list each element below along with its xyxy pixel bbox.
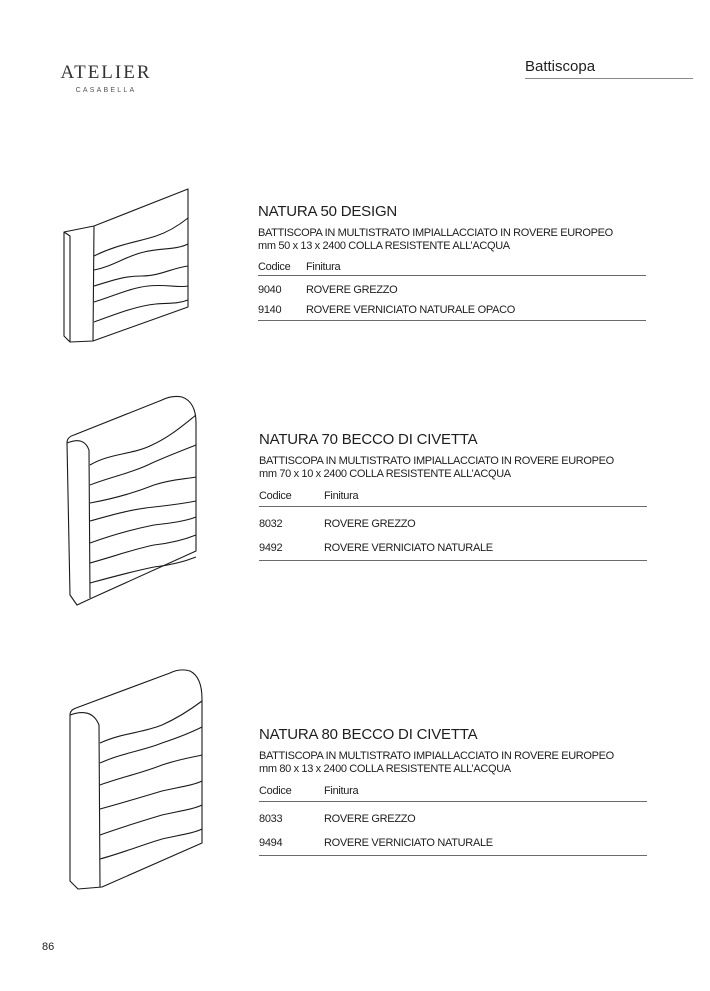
- product-description-line2: mm 70 x 10 x 2400 COLLA RESISTENTE ALL’ACQUA: [259, 468, 511, 480]
- table-row: [258, 300, 646, 321]
- product-illustration-1: [60, 186, 192, 346]
- column-header-code: Codice: [259, 785, 292, 797]
- table-row: [259, 807, 647, 831]
- product-name: NATURA 70 BECCO DI CIVETTA: [259, 431, 478, 448]
- row-code: 9494: [259, 837, 283, 849]
- product-description-line1: BATTISCOPA IN MULTISTRATO IMPIALLACCIATO IN ROVERE EUROPEO: [258, 227, 613, 239]
- product-description: [259, 455, 647, 481]
- product-illustration-3: [66, 667, 206, 895]
- table-row: [259, 831, 647, 856]
- column-header-code: Codice: [258, 260, 291, 273]
- product-natura-70: [259, 431, 647, 561]
- page-number: 86: [42, 941, 55, 953]
- product-description-line2: mm 50 x 13 x 2400 COLLA RESISTENTE ALL’ACQUA: [258, 240, 510, 252]
- logo-wordmark: ATELIER: [60, 62, 152, 83]
- finish-table: [258, 258, 646, 321]
- column-header-finish: Finitura: [324, 785, 359, 797]
- logo-subtitle: CASABELLA: [75, 87, 137, 94]
- table-header-row: [259, 781, 647, 802]
- product-description: [258, 227, 646, 253]
- finish-table: [259, 486, 647, 561]
- row-code: 9140: [258, 304, 282, 316]
- row-code: 8033: [259, 813, 283, 825]
- column-header-finish: Finitura: [306, 260, 341, 273]
- product-natura-80: [259, 726, 647, 856]
- product-description-line1: BATTISCOPA IN MULTISTRATO IMPIALLACCIATO IN ROVERE EUROPEO: [259, 455, 614, 467]
- product-name: NATURA 50 DESIGN: [258, 203, 398, 220]
- table-header-row: [259, 486, 647, 507]
- product-description-line2: mm 80 x 13 x 2400 COLLA RESISTENTE ALL’ACQUA: [259, 763, 511, 775]
- row-finish: ROVERE VERNICIATO NATURALE: [324, 837, 493, 849]
- product-natura-50: [258, 203, 646, 321]
- product-name: NATURA 80 BECCO DI CIVETTA: [259, 726, 478, 743]
- table-row: [258, 280, 646, 300]
- finish-table: [259, 781, 647, 856]
- column-header-code: Codice: [259, 490, 292, 502]
- product-illustration-2: [62, 393, 202, 608]
- row-finish: ROVERE VERNICIATO NATURALE OPACO: [306, 304, 516, 316]
- row-code: 8032: [259, 518, 283, 530]
- row-code: 9040: [258, 284, 282, 296]
- logo: [0, 62, 212, 94]
- product-description-line1: BATTISCOPA IN MULTISTRATO IMPIALLACCIATO IN ROVERE EUROPEO: [259, 750, 614, 762]
- row-code: 9492: [259, 542, 283, 554]
- section-title: Battiscopa: [525, 58, 693, 79]
- column-header-finish: Finitura: [324, 490, 359, 502]
- row-finish: ROVERE GREZZO: [324, 813, 416, 825]
- row-finish: ROVERE GREZZO: [324, 518, 416, 530]
- product-description: [259, 750, 647, 776]
- table-row: [259, 512, 647, 536]
- row-finish: ROVERE GREZZO: [306, 284, 398, 296]
- row-finish: ROVERE VERNICIATO NATURALE: [324, 542, 493, 554]
- table-header-row: [258, 258, 646, 276]
- table-row: [259, 536, 647, 561]
